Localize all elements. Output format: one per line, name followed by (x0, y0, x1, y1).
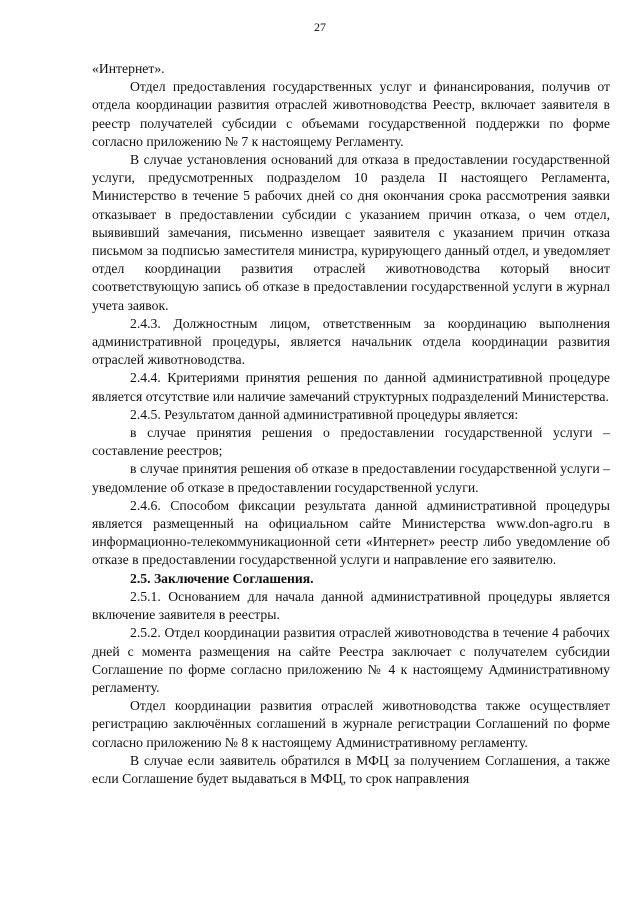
paragraph: В случае установления оснований для отказа в предоставлении государственной услуги, предусмотренных подразделом 10 раздела II настоящего Регламента, Министерство в течение 5 рабочих дней со дня окончания срока рассмотрения заявки отказывает в предоставлении субсидии с указанием причин отказа, о чем отдел, выявивший замечания, письменно извещает заявителя с указанием причин отказа письмом за подписью заместителя министра, курирующего данный отдел, и уведомляет отдел координации развития отраслей животноводства который вносит соответствующую запись об отказе в предоставлении государственной услуги в журнал учета заявок. (92, 152, 610, 313)
paragraph: 2.4.6. Способом фиксации результата данной административной процедуры является размещенный на официальном сайте Министерства www.don-agro.ru в информационно-телекоммуникационной сети «Интернет» реестр либо уведомление об отказе в предоставлении государственной услуги и направление его заявителю. (92, 497, 610, 568)
document-body (92, 60, 610, 788)
paragraph: 2.4.5. Результатом данной административной процедуры является: (130, 406, 519, 422)
paragraph: 2.5.1. Основанием для начала данной административной процедуры является включение заявителя в реестры. (92, 588, 610, 623)
paragraph: В случае если заявитель обратился в МФЦ за получением Соглашения, а также если Соглашение будет выдаваться в МФЦ, то срок направления (92, 752, 610, 786)
paragraph: в случае принятия решения об отказе в предоставлении государственной услуги – уведомление об отказе в предоставлении государственной услуги. (92, 461, 610, 495)
paragraph: Отдел предоставления государственных услуг и финансирования, получив от отдела координации развития отраслей животноводства Реестр, включает заявителя в реестр получателей субсидии с объемами государственной поддержки по форме согласно приложению № 7 к настоящему Регламенту. (92, 79, 610, 149)
page-number: 27 (314, 20, 326, 34)
paragraph: 2.5.2. Отдел координации развития отраслей животноводства в течение 4 рабочих дней с момента размещения на сайте Реестра заключает с получателем субсидии Соглашение по форме согласно приложению № 4 к настоящему Административному регламенту. (92, 625, 610, 695)
paragraph: в случае принятия решения о предоставлении государственной услуги – составление реестров; (92, 425, 610, 459)
paragraph: Отдел координации развития отраслей животноводства также осуществляет регистрацию заключённых соглашений в журнале регистрации Соглашений по форме согласно приложению № 8 к настоящему Административному регламенту. (92, 698, 610, 750)
section-heading: 2.5. Заключение Соглашения. (130, 570, 314, 586)
paragraph: 2.4.4. Критериями принятия решения по данной административной процедуре является отсутствие или наличие замечаний структурных подразделений Министерства. (92, 370, 610, 404)
paragraph: «Интернет». (92, 61, 165, 76)
paragraph: 2.4.3. Должностным лицом, ответственным за координацию выполнения административной процедуры, является начальник отдела координации развития отраслей животноводства. (92, 315, 610, 368)
